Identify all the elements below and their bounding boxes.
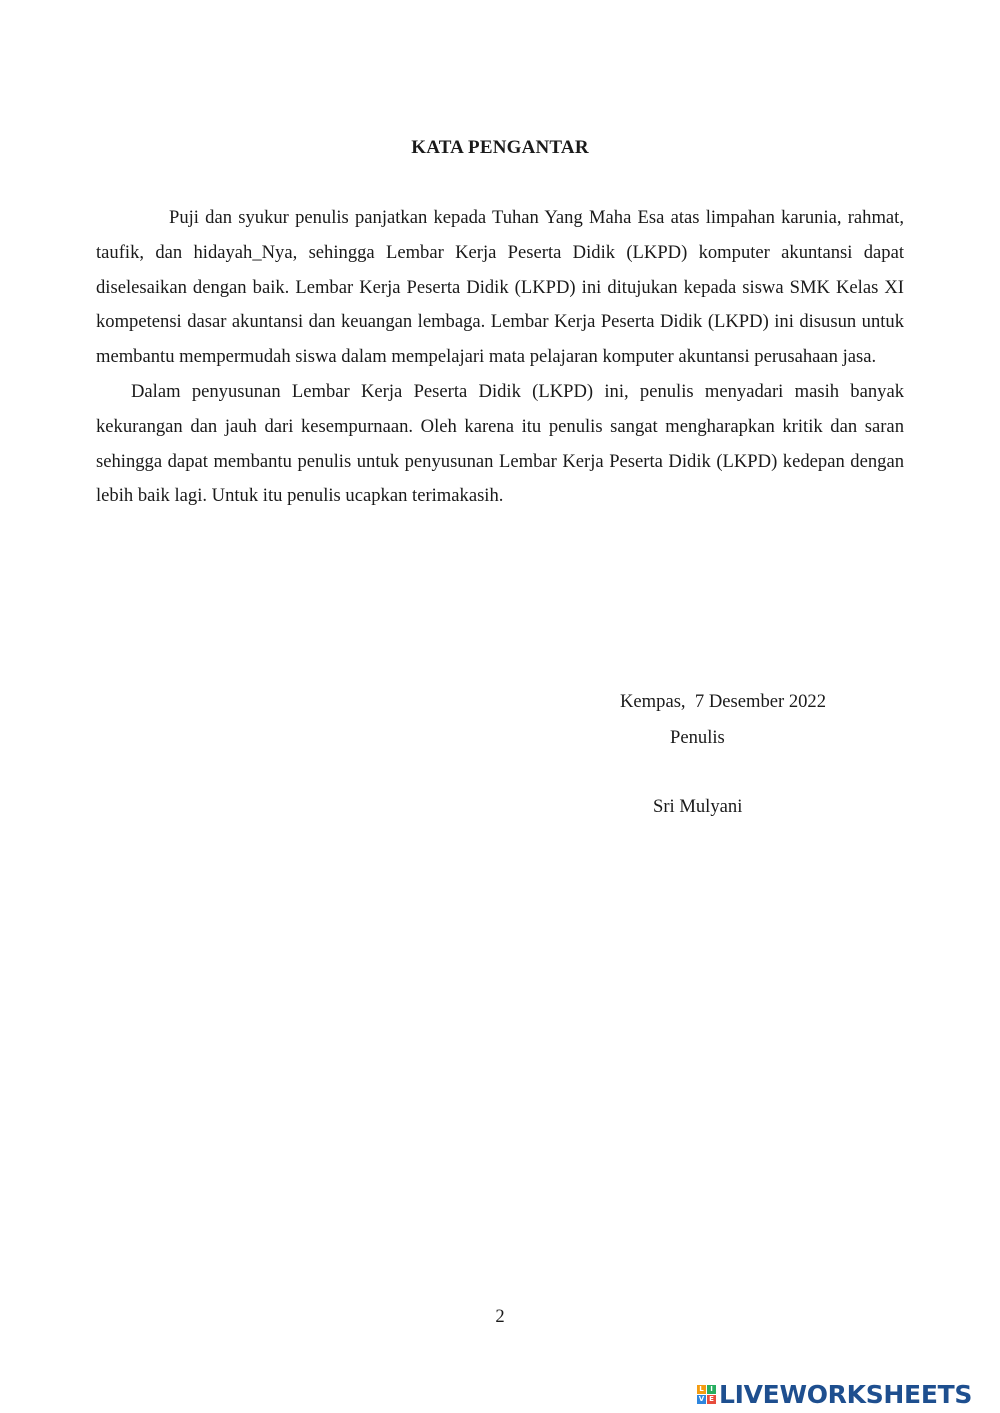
closing-role: Penulis <box>670 727 725 748</box>
logo-letter-e: E <box>707 1395 716 1404</box>
page-title: KATA PENGANTAR <box>411 137 589 158</box>
brand-wordmark: LIVEWORKSHEETS <box>719 1379 973 1409</box>
page-number: 2 <box>495 1306 505 1327</box>
paragraph-2: Dalam penyusunan Lembar Kerja Peserta Didik (LKPD) ini, penulis menyadari masih banyak kekurangan dan jauh dari kesempurnaan. Oleh karena itu penulis sangat mengharapkan kritik dan saran sehingga dapat membantu penulis untuk penyusunan Lembar Kerja Peserta Didik (LKPD) kedepan dengan lebih baik lagi. Untuk itu penulis ucapkan terimakasih. <box>96 380 904 507</box>
logo-letter-l: L <box>697 1385 706 1394</box>
liveworksheets-brand[interactable] <box>697 1378 972 1410</box>
logo-letter-v: V <box>698 1394 705 1403</box>
author-name: Sri Mulyani <box>653 796 743 817</box>
closing-place-date: Kempas, 7 Desember 2022 <box>620 691 827 712</box>
logo-letter-i: I <box>707 1385 716 1394</box>
liveworksheets-logo-icon <box>697 1385 716 1404</box>
paragraph-1: Puji dan syukur penulis panjatkan kepada Tuhan Yang Maha Esa atas limpahan karunia, rahmat, taufik, dan hidayah_Nya, sehingga Lembar Kerja Peserta Didik (LKPD) komputer akuntansi dapat diselesaikan dengan baik. Lembar Kerja Peserta Didik (LKPD) ini ditujukan kepada siswa SMK Kelas XI kompetensi dasar akuntansi dan keuangan lembaga. Lembar Kerja Peserta Didik (LKPD) ini disusun untuk membantu mempermudah siswa dalam mempelajari mata pelajaran komputer akuntansi perusahaan jasa. <box>96 207 904 368</box>
document-body <box>96 201 904 514</box>
